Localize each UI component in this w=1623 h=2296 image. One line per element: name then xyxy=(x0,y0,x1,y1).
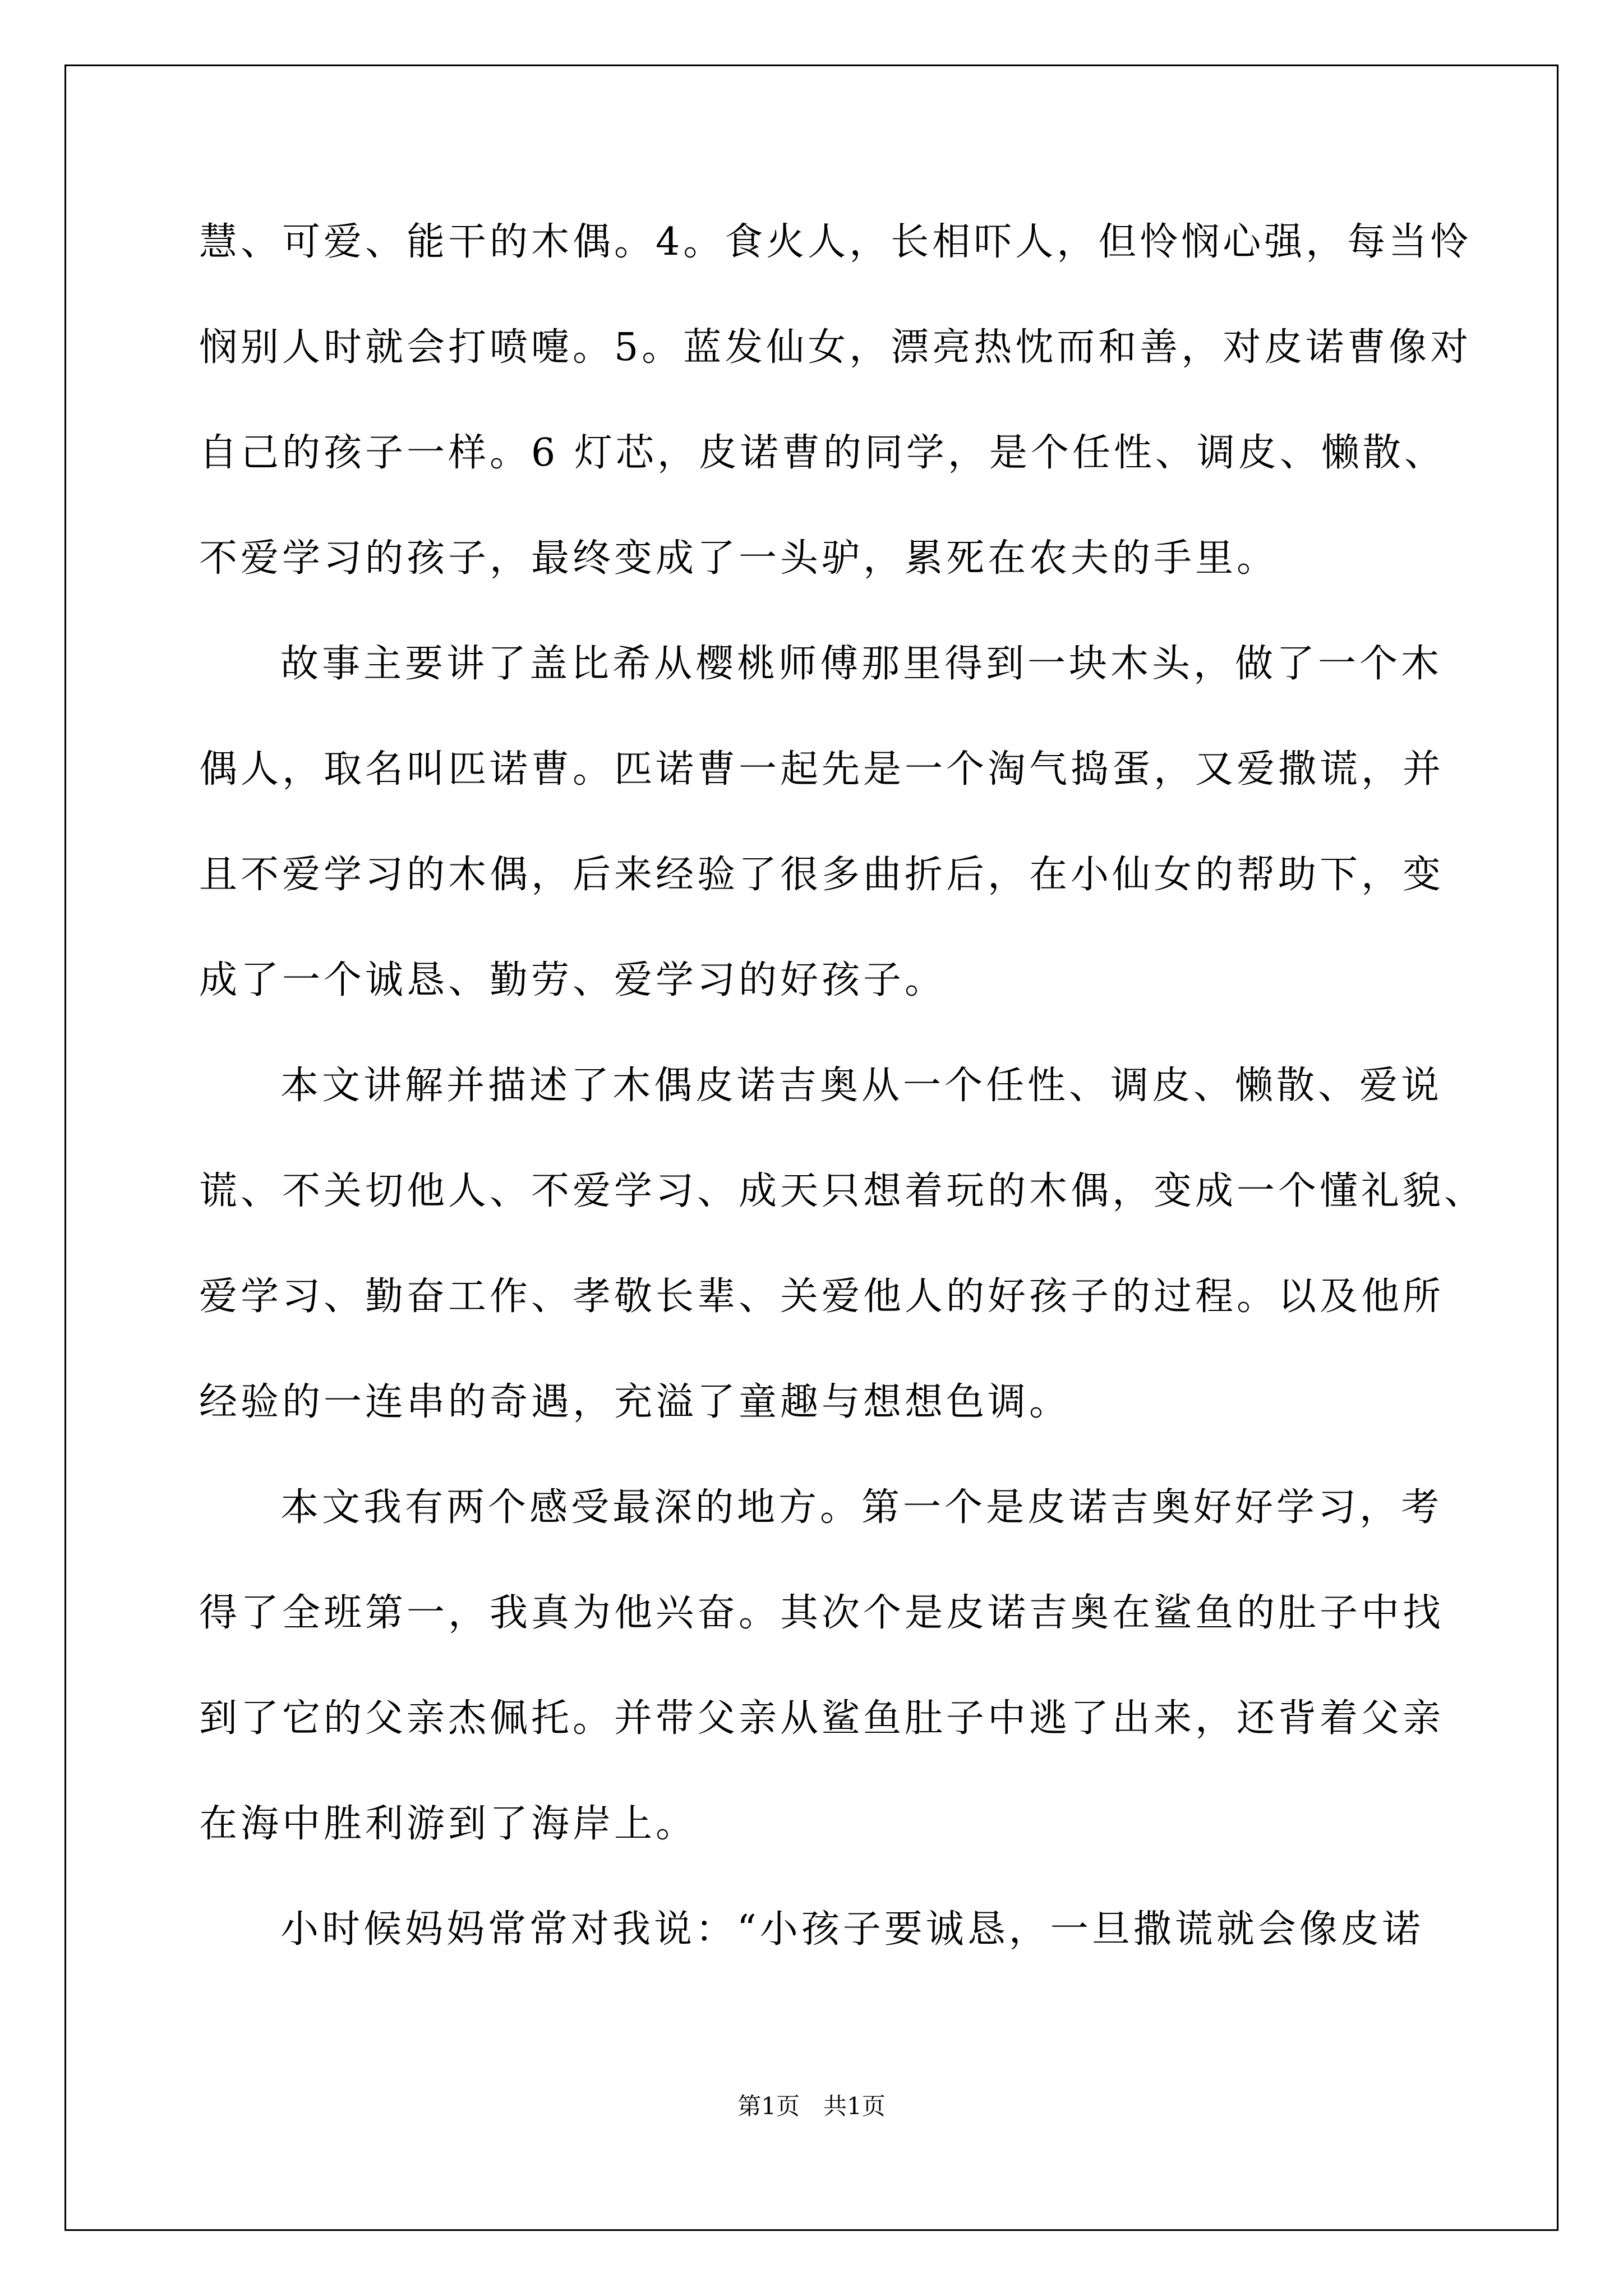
text-line: 成了一个诚恳、勤劳、爱学习的好孩子。 xyxy=(199,958,947,1002)
text-line: 偶人，取名叫匹诺曹。匹诺曹一起先是一个淘气捣蛋，又爱撒谎，并 xyxy=(199,747,1445,792)
page-number-footer: 第1页 共1页 xyxy=(737,2092,886,2120)
text-line: 自己的孩子一样。6 灯芯，皮诺曹的同学，是个任性、调皮、懒散、 xyxy=(199,431,1446,475)
text-line: 谎、不关切他人、不爱学习、成天只想着玩的木偶，变成一个懂礼貌、 xyxy=(199,1169,1486,1213)
paragraph-first-line: 本文讲解并描述了木偶皮诺吉奥从一个任性、调皮、懒散、爱说 xyxy=(280,1064,1443,1108)
paragraph-first-line: 小时候妈妈常常对我说：“小孩子要诚恳，一旦撒谎就会像皮诺 xyxy=(280,1907,1424,1952)
text-line: 爱学习、勤奋工作、孝敬长辈、关爱他人的好孩子的过程。以及他所 xyxy=(199,1274,1445,1319)
paragraph-first-line: 本文我有两个感受最深的地方。第一个是皮诺吉奥好好学习，考 xyxy=(280,1485,1443,1530)
text-line: 且不爱学习的木偶，后来经验了很多曲折后，在小仙女的帮助下，变 xyxy=(199,853,1445,897)
text-line: 不爱学习的孩子，最终变成了一头驴，累死在农夫的手里。 xyxy=(199,536,1279,581)
text-line: 经验的一连串的奇遇，充溢了童趣与想想色调。 xyxy=(199,1380,1071,1424)
text-line: 在海中胜利游到了海岸上。 xyxy=(199,1802,698,1846)
text-line: 悯别人时就会打喷嚏。5。蓝发仙女，漂亮热忱而和善，对皮诺曹像对 xyxy=(199,325,1472,370)
text-line: 得了全班第一，我真为他兴奋。其次个是皮诺吉奥在鲨鱼的肚子中找 xyxy=(199,1591,1445,1635)
paragraph-first-line: 故事主要讲了盖比希从樱桃师傅那里得到一块木头，做了一个木 xyxy=(280,642,1443,686)
text-line: 慧、可爱、能干的木偶。4。食火人，长相吓人，但怜悯心强，每当怜 xyxy=(199,220,1472,264)
text-line: 到了它的父亲杰佩托。并带父亲从鲨鱼肚子中逃了出来，还背着父亲 xyxy=(199,1696,1445,1741)
